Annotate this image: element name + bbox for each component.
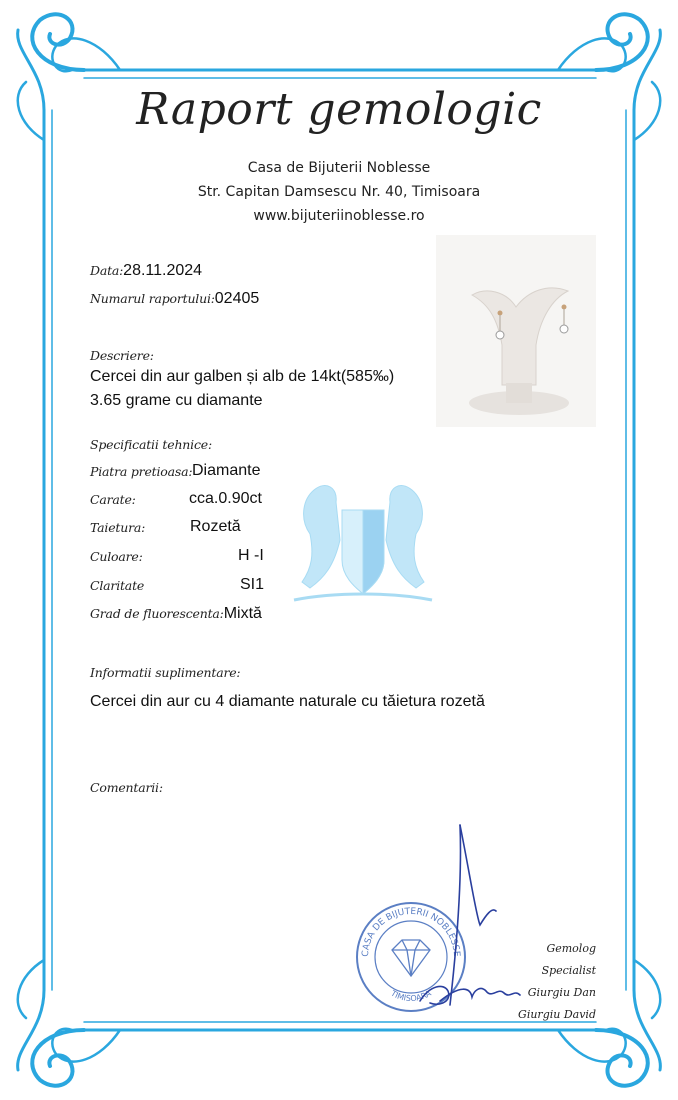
description-line-1: Cercei din aur galben și alb de 14kt(585‰) (90, 368, 395, 385)
product-photo (436, 235, 596, 427)
company-name: Casa de Bijuterii Noblesse (247, 160, 431, 176)
company-website: www.bijuteriinoblesse.ro (253, 208, 425, 224)
spec-label-cut: Taietura: (90, 520, 146, 535)
crest-watermark (284, 470, 442, 610)
report-number-row (90, 290, 259, 308)
spec-value-clarity: SI1 (240, 576, 265, 593)
report-number-label: Numarul raportului: (90, 291, 215, 306)
spec-value-cut: Rozetă (190, 518, 241, 535)
specs-heading: Specificatii tehnice: (90, 437, 212, 452)
signatory-name-2: Giurgiu David (518, 1008, 596, 1021)
comments-label: Comentarii: (90, 780, 163, 795)
date-row (90, 262, 202, 280)
spec-value-color: H -I (238, 547, 264, 564)
spec-label-carats: Carate: (90, 492, 136, 507)
spec-label-color: Culoare: (90, 549, 143, 564)
spec-label-stone: Piatra pretioasa: (90, 464, 193, 479)
spec-value-carats: cca.0.90ct (189, 490, 262, 507)
signatory-name-1: Giurgiu Dan (527, 986, 596, 999)
extra-info-text: Cercei din aur cu 4 diamante naturale cu tăietura rozetă (90, 693, 485, 710)
date-value: 28.11.2024 (123, 262, 203, 279)
signatory-role: Gemolog Specialist (541, 942, 596, 977)
spec-label-fluorescence: Grad de fluorescenta: (90, 606, 224, 621)
extra-info-label: Informatii suplimentare: (90, 665, 241, 680)
company-address: Str. Capitan Damsescu Nr. 40, Timisoara (197, 184, 481, 200)
spec-fluorescence-row (90, 605, 262, 623)
stamp-text-top: CASA DE BIJUTERII NOBLESSE (360, 906, 462, 958)
signatory-block (500, 938, 596, 1026)
spec-value-stone: Diamante (192, 462, 261, 479)
stamp-text-bottom: TIMISOARA (389, 988, 433, 1004)
report-title: Raport gemologic (136, 84, 542, 135)
report-number-value: 02405 (214, 290, 260, 307)
spec-value-fluorescence: Mixtă (223, 605, 262, 622)
spec-label-clarity: Claritate (90, 578, 145, 593)
description-line-2: 3.65 grame cu diamante (90, 392, 263, 409)
description-label: Descriere: (90, 348, 154, 363)
date-label: Data: (90, 263, 124, 278)
